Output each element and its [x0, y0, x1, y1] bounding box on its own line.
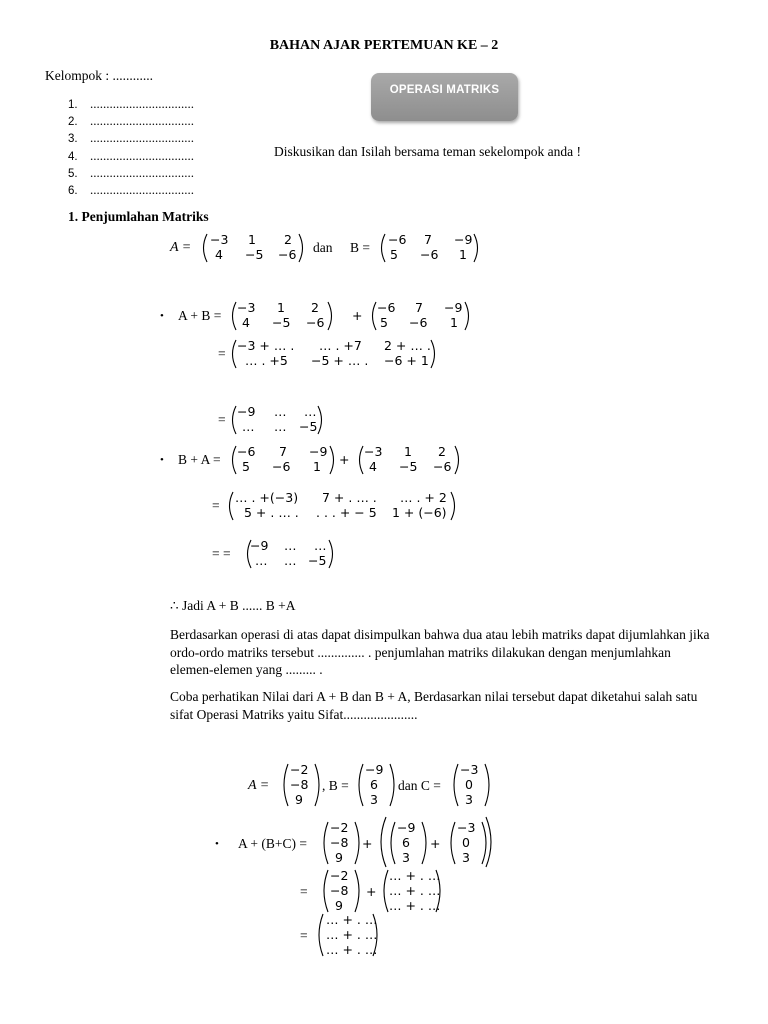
bracket [484, 763, 492, 807]
label-a-eq: A = [248, 778, 270, 793]
topic-badge: OPERASI MATRIKS [371, 73, 518, 121]
bracket [321, 821, 329, 865]
equals: = [218, 412, 226, 427]
matrix-cell: … . +7 [319, 338, 362, 353]
plus-sign: + [352, 308, 363, 323]
matrix-cell: 7 [415, 300, 423, 315]
outer-left-paren [377, 816, 387, 868]
matrix-cell: −8 [290, 777, 309, 792]
matrix-cell: −9 [237, 404, 256, 419]
bracket [229, 339, 237, 369]
bracket [321, 869, 329, 913]
bracket [314, 763, 322, 807]
matrix-cell: … [274, 419, 287, 434]
bullet: • [215, 838, 219, 850]
bracket [229, 445, 237, 475]
matrix-cell: … [314, 538, 327, 553]
matrix-cell: −9 [365, 762, 384, 777]
bracket [298, 233, 306, 263]
matrix-cell: −2 [290, 762, 309, 777]
matrix-cell: −6 [278, 247, 297, 262]
equals: = [212, 498, 220, 513]
equals: = [300, 884, 308, 899]
label-a-plus-bc: A + (B+C) = [238, 836, 307, 851]
matrix-cell: 9 [335, 898, 343, 913]
matrix-cell: −6 [377, 300, 396, 315]
instruction-text: Diskusikan dan Isilah bersama teman sekelompok anda ! [274, 144, 582, 159]
matrix-cell: 0 [465, 777, 473, 792]
member-list [68, 96, 194, 199]
plus-sign: + [366, 884, 377, 899]
matrix-cell: 1 [450, 315, 458, 330]
conclusion-line: ∴ Jadi A + B ...... B +A [170, 598, 296, 613]
matrix-cell: 7 [279, 444, 287, 459]
list-item: 4. ................................ [68, 147, 194, 163]
matrix-cell: −3 [237, 300, 256, 315]
label-b-eq: , B = [322, 778, 349, 793]
bracket [372, 913, 380, 957]
label-a-plus-b: A + B = [178, 308, 222, 323]
bracket [356, 445, 364, 475]
label-a-eq: A = [170, 240, 192, 255]
matrix-cell: … . + 2 [400, 490, 447, 505]
matrix-cell: 3 [402, 850, 410, 865]
matrix-cell: … + . … [326, 912, 378, 927]
bracket [354, 869, 362, 913]
bracket [389, 763, 397, 807]
matrix-cell: −9 [309, 444, 328, 459]
bracket [450, 491, 458, 521]
matrix-cell: −2 [330, 868, 349, 883]
matrix-cell: 1 [277, 300, 285, 315]
matrix-cell: −2 [330, 820, 349, 835]
matrix-cell: 2 + … . [384, 338, 431, 353]
matrix-cell: 4 [242, 315, 250, 330]
matrix-cell: −5 [272, 315, 291, 330]
bracket [354, 821, 362, 865]
bracket [388, 821, 396, 865]
bracket [435, 869, 443, 913]
matrix-cell: 5 [380, 315, 388, 330]
matrix-cell: 7 [424, 232, 432, 247]
bullet: • [160, 310, 164, 322]
matrix-cell: −6 [420, 247, 439, 262]
label-b-eq: B = [350, 240, 370, 255]
matrix-cell: −8 [330, 835, 349, 850]
group-label: Kelompok : ............ [45, 68, 153, 83]
matrix-cell: −3 [364, 444, 383, 459]
bracket [451, 763, 459, 807]
equals-equals: = = [212, 546, 231, 561]
bracket [430, 339, 438, 369]
matrix-cell: −6 [272, 459, 291, 474]
plus-sign: + [339, 452, 350, 467]
plus-sign: + [430, 836, 441, 851]
bracket [421, 821, 429, 865]
matrix-cell: … [284, 553, 297, 568]
list-item: 2. ................................ [68, 113, 194, 129]
matrix-cell: −6 [306, 315, 325, 330]
list-item: 1. ................................ [68, 96, 194, 111]
matrix-cell: −3 [457, 820, 476, 835]
bracket [229, 301, 237, 331]
list-item: 3. ................................ [68, 130, 194, 146]
matrix-cell: 6 [370, 777, 378, 792]
bracket [327, 301, 335, 331]
matrix-cell: 1 + (−6) [392, 505, 447, 520]
matrix-cell: 0 [462, 835, 470, 850]
matrix-cell: −3 [460, 762, 479, 777]
matrix-cell: −5 [245, 247, 264, 262]
matrix-cell: … [284, 538, 297, 553]
bracket [317, 405, 325, 435]
equals: = [300, 928, 308, 943]
matrix-cell: … . +(−3) [235, 490, 299, 505]
outer-right-paren [485, 816, 495, 868]
matrix-cell: −5 [399, 459, 418, 474]
word-dan: dan [313, 240, 333, 255]
matrix-cell: −6 [433, 459, 452, 474]
matrix-cell: … + . … [389, 883, 441, 898]
bracket [381, 869, 389, 913]
page-title: BAHAN AJAR PERTEMUAN KE – 2 [269, 38, 499, 53]
bracket [226, 491, 234, 521]
matrix-cell: … [304, 404, 317, 419]
bracket [316, 913, 324, 957]
matrix-cell: … [255, 553, 268, 568]
bracket [448, 821, 456, 865]
matrix-cell: . . . + − 5 [316, 505, 377, 520]
matrix-cell: 5 [390, 247, 398, 262]
matrix-cell: −5 [299, 419, 318, 434]
matrix-cell: −9 [454, 232, 473, 247]
matrix-cell: … + . … [389, 868, 441, 883]
matrix-cell: 4 [369, 459, 377, 474]
matrix-cell: −3 [210, 232, 229, 247]
matrix-cell: … + . … [389, 898, 441, 913]
bracket [281, 763, 289, 807]
bracket [454, 445, 462, 475]
matrix-cell: 1 [404, 444, 412, 459]
paragraph-conclusion: Berdasarkan operasi di atas dapat disimpulkan bahwa dua atau lebih matriks dapat dijumlahkan jika ordo-ordo matriks tersebut .............. . penjumlahan matriks dilakukan dengan menjumlahkan elemen-elemen yang ......... . [170, 627, 710, 677]
matrix-cell: 6 [402, 835, 410, 850]
matrix-cell: 1 [459, 247, 467, 262]
bracket [369, 301, 377, 331]
matrix-cell: 5 + . … . [244, 505, 299, 520]
matrix-cell: 2 [311, 300, 319, 315]
matrix-cell: −6 + 1 [384, 353, 429, 368]
equals: = [218, 346, 226, 361]
matrix-cell: 2 [438, 444, 446, 459]
matrix-cell: 3 [462, 850, 470, 865]
matrix-cell: 9 [335, 850, 343, 865]
matrix-cell: −9 [250, 538, 269, 553]
matrix-cell: … + . … [326, 942, 378, 957]
bracket [328, 539, 336, 569]
matrix-cell: 5 [242, 459, 250, 474]
matrix-cell: −6 [409, 315, 428, 330]
paragraph-property: Coba perhatikan Nilai dari A + B dan B + A, Berdasarkan nilai tersebut dapat diketahui salah satu sifat Operasi Matriks yaitu Sifat...................... [170, 689, 698, 722]
matrix-cell: 9 [295, 792, 303, 807]
matrix-cell: 3 [370, 792, 378, 807]
matrix-cell: … [242, 419, 255, 434]
matrix-cell: −9 [444, 300, 463, 315]
matrix-cell: 3 [465, 792, 473, 807]
section-heading: 1. Penjumlahan Matriks [68, 209, 209, 224]
matrix-cell: −9 [397, 820, 416, 835]
bracket [378, 233, 386, 263]
matrix-cell: 2 [284, 232, 292, 247]
bracket [464, 301, 472, 331]
label-c-eq: dan C = [398, 778, 441, 793]
matrix-cell: 1 [248, 232, 256, 247]
bracket [229, 405, 237, 435]
label-b-plus-a: B + A = [178, 452, 221, 467]
plus-sign: + [362, 836, 373, 851]
bracket [200, 233, 208, 263]
bracket [356, 763, 364, 807]
matrix-cell: −5 + … . [311, 353, 369, 368]
matrix-cell: 7 + . … . [322, 490, 377, 505]
matrix-cell: … . +5 [245, 353, 288, 368]
matrix-cell: −3 + … . [237, 338, 295, 353]
bracket [473, 233, 481, 263]
bullet: • [160, 454, 164, 466]
matrix-cell: −5 [308, 553, 327, 568]
matrix-cell: … [274, 404, 287, 419]
matrix-cell: −6 [388, 232, 407, 247]
matrix-cell: … + . … [326, 927, 378, 942]
list-item: 5. ................................ [68, 164, 194, 180]
matrix-cell: −6 [237, 444, 256, 459]
matrix-cell: −8 [330, 883, 349, 898]
bracket [329, 445, 337, 475]
matrix-cell: 4 [215, 247, 223, 262]
list-item: 6. ................................ [68, 182, 194, 198]
matrix-cell: 1 [313, 459, 321, 474]
